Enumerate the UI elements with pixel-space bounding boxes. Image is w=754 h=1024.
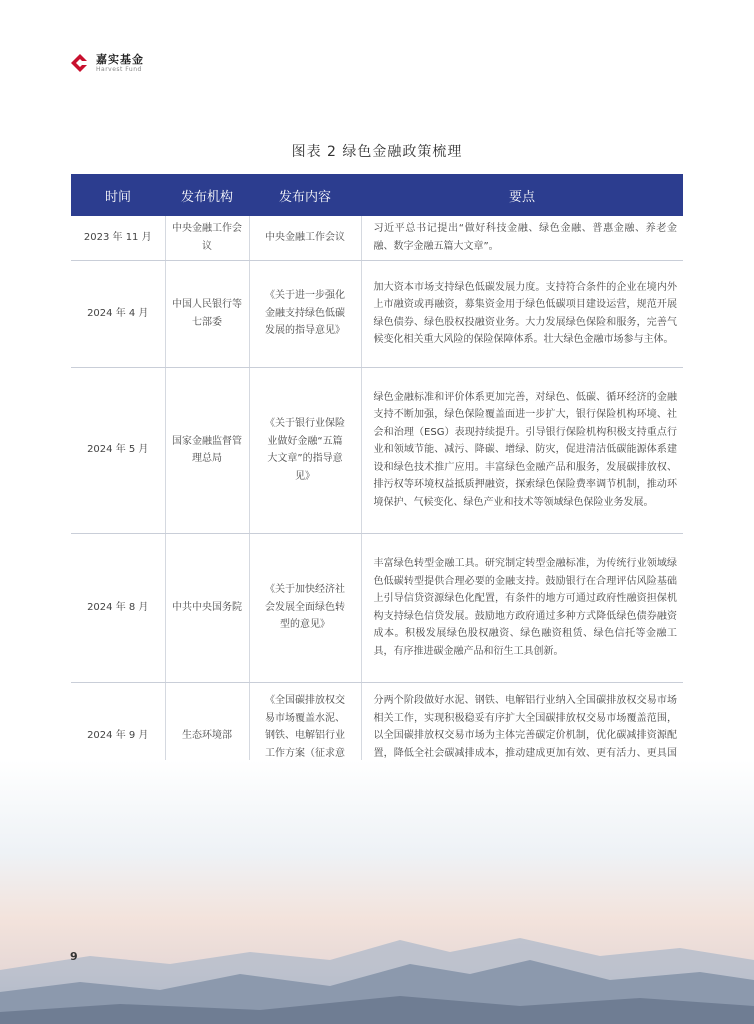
row-points: 丰富绿色转型金融工具。研究制定转型金融标准，为传统行业领域绿色低碳转型提供合理必要的金融支持。鼓励银行在合理评估风险基础上引导信贷资源绿色化配置，有条件的地方可通过政府性融资担保机构支持绿色信贷发展。鼓励地方政府通过多种方式降低绿色债券融资成本。积极发展绿色股权融资、绿色融资租赁、绿色信托等金融工具，有序推进碳金融产品和衍生工具创新。 xyxy=(361,533,683,682)
row-points: 习近平总书记提出“做好科技金融、绿色金融、普惠金融、养老金融、数字金融五篇大文章”。 xyxy=(361,216,683,260)
row-issuer: 生态环境部 xyxy=(165,682,249,790)
row-points: 加大资本市场支持绿色低碳发展力度。支持符合条件的企业在境内外上市融资或再融资，募集资金用于绿色低碳项目建设运营，规范开展绿色债券、绿色股权投融资业务。大力发展绿色保险和服务，完善气候变化相关重大风险的保险保障体系。壮大绿色金融市场参与主体。 xyxy=(361,260,683,367)
row-document: 《全国碳排放权交易市场覆盖水泥、钢铁、电解铝行业工作方案（征求意 xyxy=(249,682,361,790)
row-issuer: 中国人民银行等七部委 xyxy=(165,260,249,367)
policy-table xyxy=(71,174,683,791)
logo-text-en: Harvest Fund xyxy=(96,65,142,73)
row-date: 2023 年 11 月 xyxy=(71,216,165,260)
table-row xyxy=(71,367,683,533)
table-row xyxy=(71,533,683,682)
row-date: 2024 年 4 月 xyxy=(71,260,165,367)
row-issuer: 中共中央国务院 xyxy=(165,533,249,682)
row-issuer: 国家金融监督管理总局 xyxy=(165,367,249,533)
table-header-row xyxy=(71,174,683,216)
column-header-date: 时间 xyxy=(71,174,165,216)
brand-logo xyxy=(70,50,144,76)
row-issuer: 中央金融工作会议 xyxy=(165,216,249,260)
column-header-document: 发布内容 xyxy=(249,174,361,216)
row-document: 中央金融工作会议 xyxy=(249,216,361,260)
row-points: 绿色金融标准和评价体系更加完善，对绿色、低碳、循环经济的金融支持不断加强，绿色保险覆盖面进一步扩大，银行保险机构环境、社会和治理（ESG）表现持续提升。引导银行保险机构积极支持重点行业和领域节能、减污、降碳、增绿、防灾，促进清洁低碳能源体系建设和绿色技术推广应用。丰富绿色金融产品和服务，发展碳排放权、排污权等环境权益抵质押融资，探索绿色保险费率调节机制，推动环境保护、气候变化、绿色产业和技术等领域绿色保险业务发展。 xyxy=(361,367,683,533)
row-document: 《关于银行业保险业做好金融“五篇大文章”的指导意见》 xyxy=(249,367,361,533)
row-document: 《关于加快经济社会发展全面绿色转型的意见》 xyxy=(249,533,361,682)
logo-mark-icon xyxy=(70,53,90,73)
row-date: 2024 年 8 月 xyxy=(71,533,165,682)
row-points: 分两个阶段做好水泥、钢铁、电解铝行业纳入全国碳排放权交易市场相关工作，实现积极稳妥有序扩大全国碳排放权交易市场覆盖范围，以全国碳排放权交易市场为主体完善碳定价机制，优化碳减排资源配置，降低全社会碳减排成本，推动建成更加有效、更有活力、更具国 xyxy=(361,682,683,790)
table-row xyxy=(71,260,683,367)
row-document: 《关于进一步强化金融支持绿色低碳发展的指导意见》 xyxy=(249,260,361,367)
column-header-points: 要点 xyxy=(361,174,683,216)
row-date: 2024 年 5 月 xyxy=(71,367,165,533)
mountain-sky-background xyxy=(0,760,754,1024)
column-header-issuer: 发布机构 xyxy=(165,174,249,216)
page-number: 9 xyxy=(70,950,78,963)
row-date: 2024 年 9 月 xyxy=(71,682,165,790)
figure-title: 图表 2 绿色金融政策梳理 xyxy=(291,144,463,160)
table-row xyxy=(71,216,683,260)
logo-text-cn: 嘉实基金 xyxy=(96,52,144,66)
